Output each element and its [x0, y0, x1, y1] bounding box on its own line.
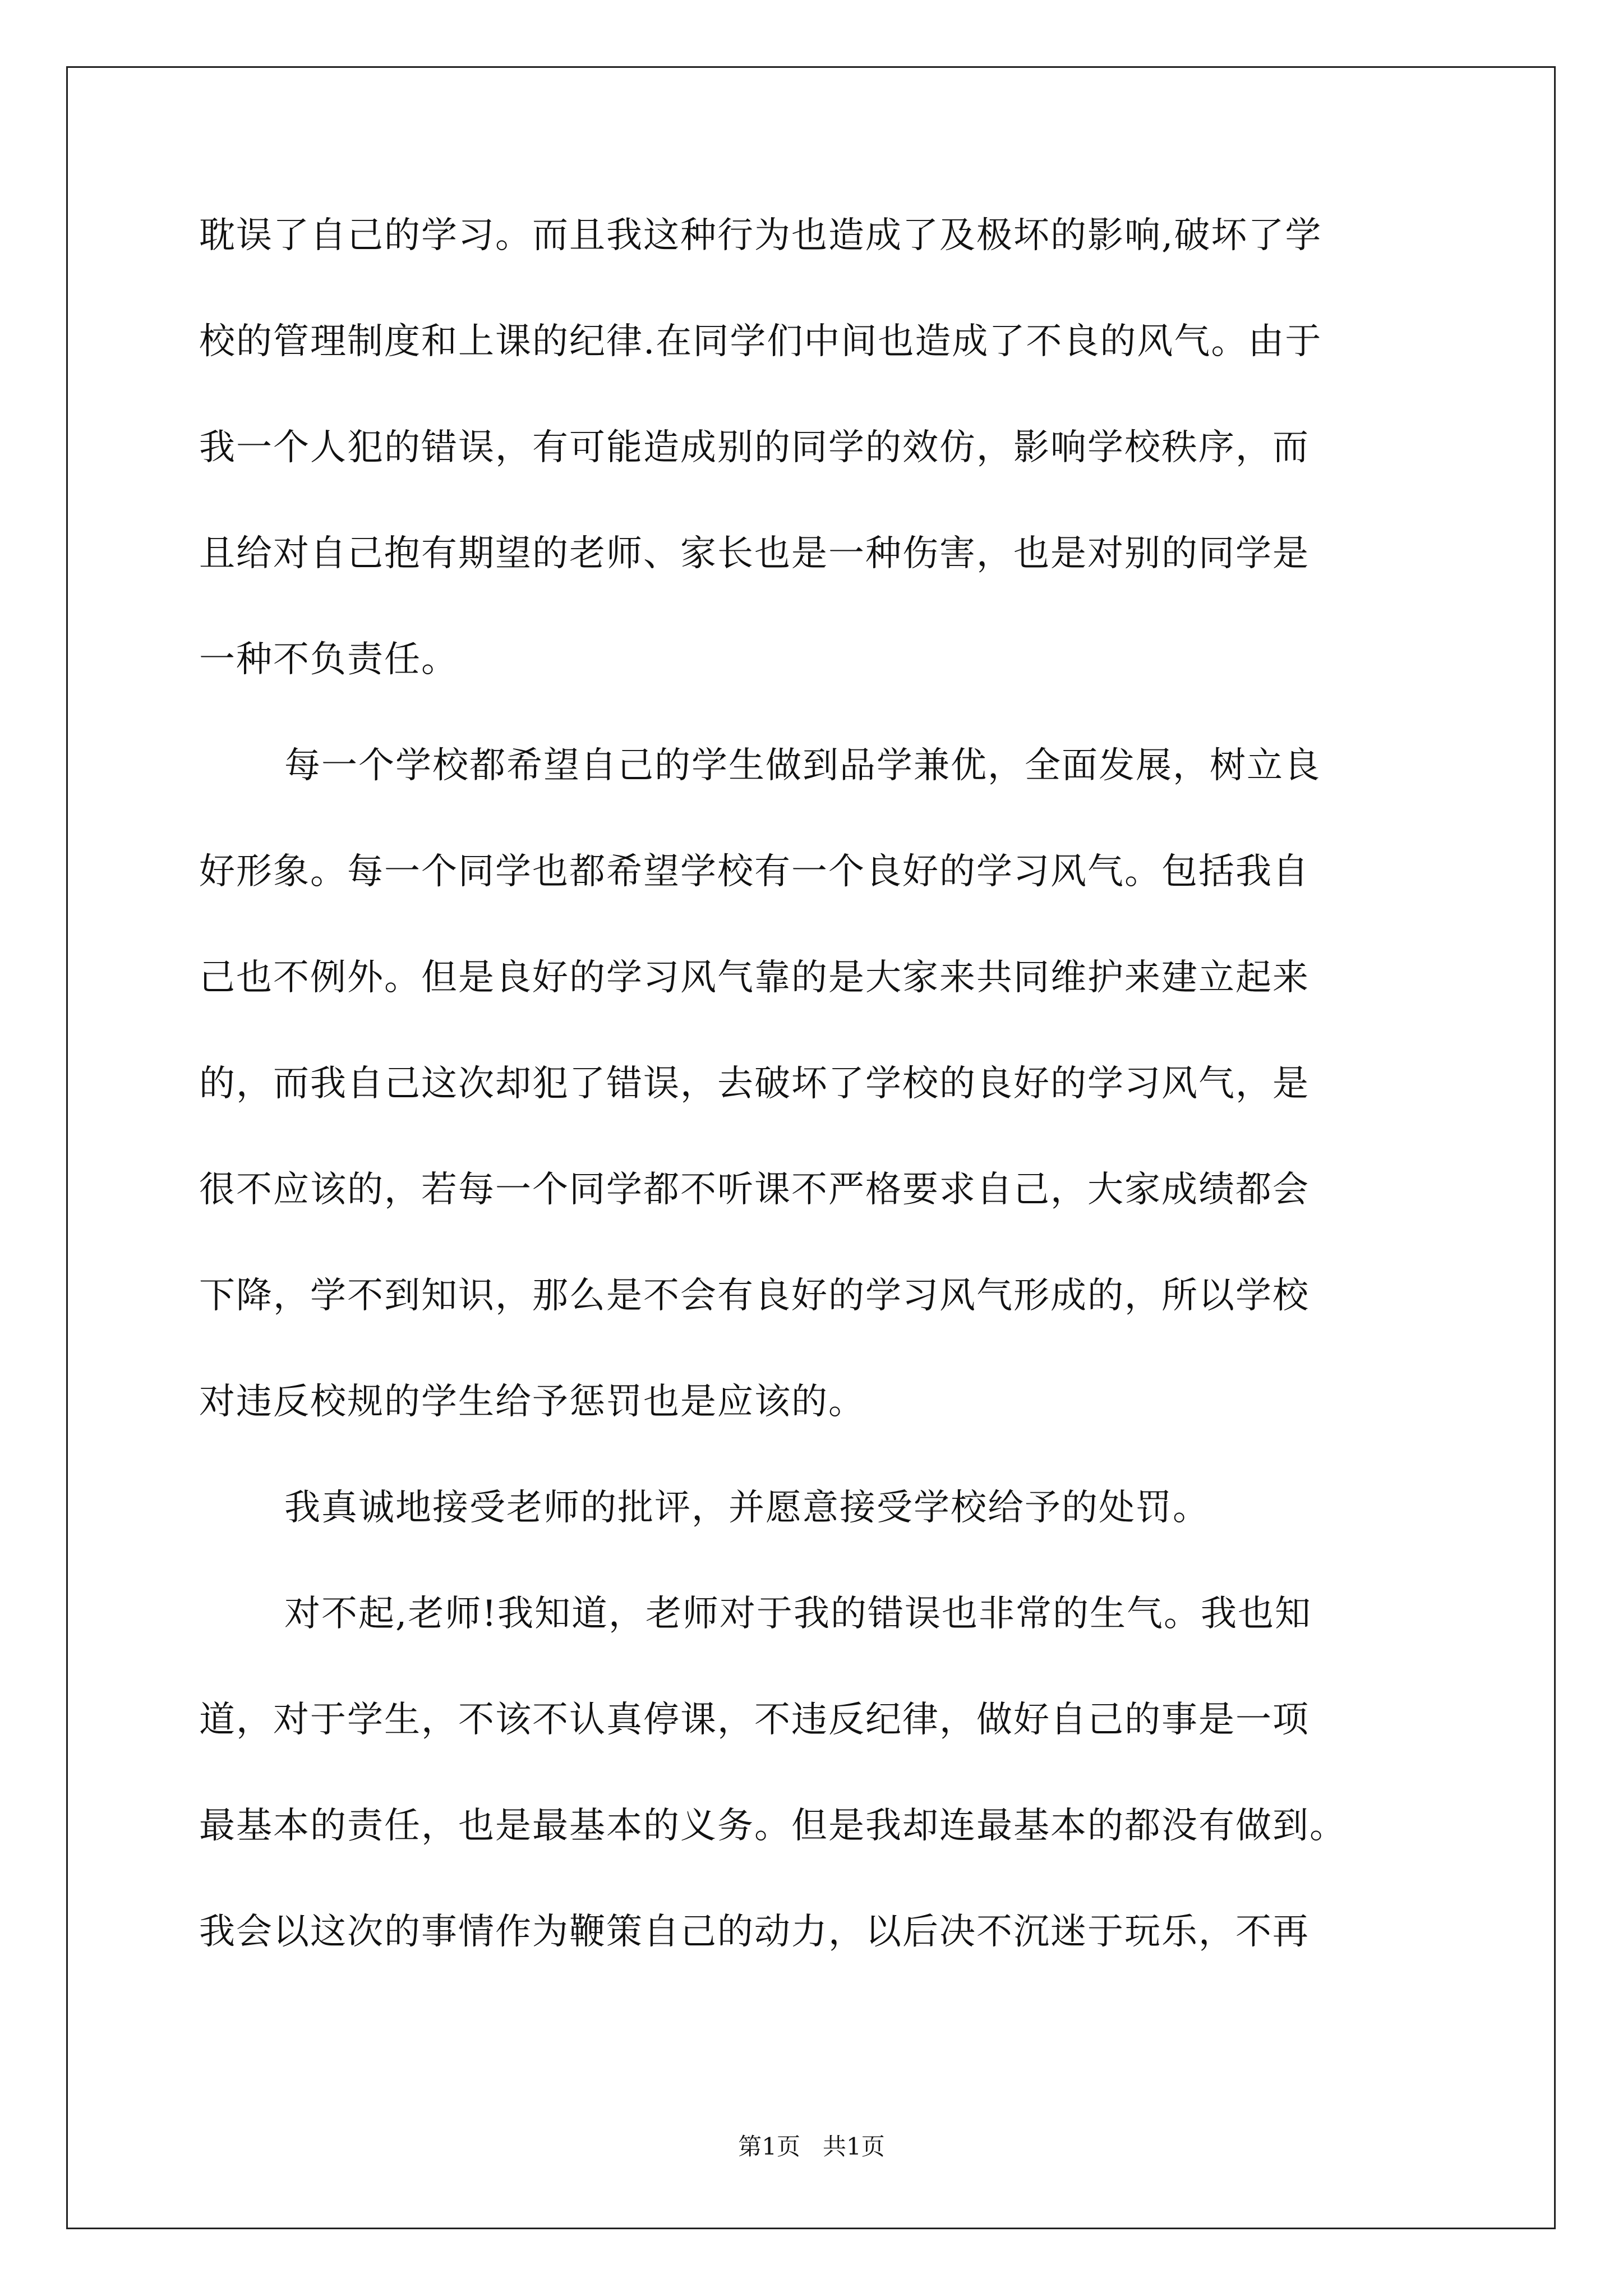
text-line: 好形象。每一个同学也都希望学校有一个良好的学习风气。包括我自	[199, 851, 1310, 892]
page-number-total: 共1页	[823, 2133, 885, 2160]
text-line: 一种不负责任。	[199, 639, 458, 680]
page-number-current: 第1页	[738, 2133, 800, 2160]
text-line: 己也不例外。但是良好的学习风气靠的是大家来共同维护来建立起来	[199, 957, 1310, 999]
paragraph-first-line: 每一个学校都希望自己的学生做到品学兼优，全面发展，树立良	[284, 745, 1321, 786]
text-line: 最基本的责任，也是最基本的义务。但是我却连最基本的都没有做到。	[199, 1805, 1347, 1847]
paragraph-first-line: 对不起,老师!我知道，老师对于我的错误也非常的生气。我也知	[284, 1593, 1312, 1635]
paragraph-first-line: 我真诚地接受老师的批评，并愿意接受学校给予的处罚。	[284, 1487, 1210, 1529]
text-line: 下降，学不到知识，那么是不会有良好的学习风气形成的，所以学校	[199, 1275, 1310, 1317]
page-border	[66, 66, 1556, 2229]
text-line: 校的管理制度和上课的纪律.在同学们中间也造成了不良的风气。由于	[199, 321, 1322, 362]
text-line: 我一个人犯的错误，有可能造成别的同学的效仿，影响学校秩序，而	[199, 427, 1310, 468]
text-line: 我会以这次的事情作为鞭策自己的动力，以后决不沉迷于玩乐，不再	[199, 1911, 1310, 1953]
text-line: 耽误了自己的学习。而且我这种行为也造成了及极坏的影响,破坏了学	[199, 215, 1322, 256]
page-footer	[0, 2133, 1623, 2161]
text-line: 对违反校规的学生给予惩罚也是应该的。	[199, 1381, 865, 1423]
text-line: 很不应该的，若每一个同学都不听课不严格要求自己，大家成绩都会	[199, 1169, 1310, 1211]
text-line: 的，而我自己这次却犯了错误，去破坏了学校的良好的学习风气，是	[199, 1063, 1310, 1105]
text-line: 道，对于学生，不该不认真停课，不违反纪律，做好自己的事是一项	[199, 1699, 1310, 1741]
text-line: 且给对自己抱有期望的老师、家长也是一种伤害，也是对别的同学是	[199, 533, 1310, 574]
